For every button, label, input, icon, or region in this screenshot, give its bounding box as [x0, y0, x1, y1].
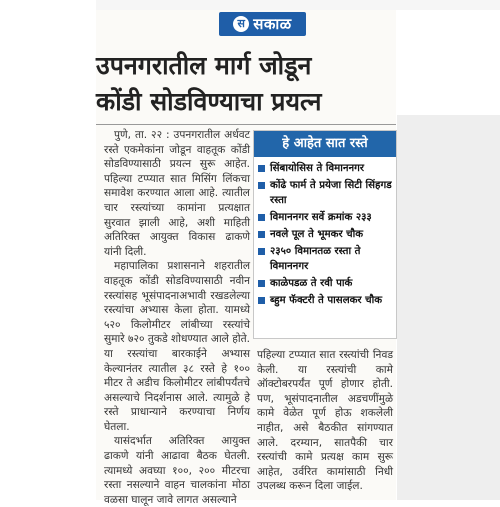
- road-item: [258, 227, 392, 242]
- masthead-logo: [219, 12, 306, 36]
- square-bullet-icon: [258, 182, 265, 189]
- headline-line1: उपनगरातील मार्ग जोडून: [96, 51, 312, 80]
- road-item-label: सिंबायोसिस ते विमाननगर: [270, 163, 365, 174]
- road-item-label: नवले पूल ते भूमकर चौक: [270, 229, 364, 240]
- headline-line2: कोंडी सोडविण्याचा प्रयत्न: [96, 87, 322, 116]
- article-paragraph: यासंदर्भात अतिरिक्त आयुक्त ढाकणे यांनी आढावा बैठक घेतली. त्यामध्ये अवघ्या १००, २०० मीटरचा रस्ता नसल्याने वाहन चालकांना मोठा वळसा घालून जावे लागत असल्याने: [104, 435, 250, 506]
- square-bullet-icon: [258, 231, 265, 238]
- page-top-margin: [96, 0, 500, 10]
- road-item: [258, 178, 392, 208]
- masthead-mark-icon: स: [233, 16, 249, 32]
- square-bullet-icon: [258, 165, 265, 172]
- road-item: [258, 210, 392, 225]
- square-bullet-icon: [258, 280, 265, 287]
- seven-roads-box: [253, 130, 397, 339]
- road-item-label: ब्हुम फॅक्टरी ते पासलकर चौक: [270, 295, 383, 306]
- masthead-name: सकाळ: [253, 15, 292, 33]
- road-item-label: कोंढे फार्म ते प्रयेजा सिटी सिंहगड रस्ता: [270, 180, 392, 206]
- road-item-label: काळेपडळ ते रवी पार्क: [270, 278, 353, 289]
- headline-divider: [96, 124, 396, 125]
- seven-roads-list: [254, 161, 396, 308]
- road-item: [258, 244, 392, 274]
- article-paragraph: महापालिका प्रशासनाने शहरातील वाहतूक कोंडी सोडविण्यासाठी नवीन रस्त्यांसह भूसंपादनाअभावी रखडलेल्या रस्त्यांचा अभ्यास केला होता. यामध्ये ५२० किलोमीटर लांबीच्या रस्त्यांचे सुमारे ७२० तुकडे शोधण्यात आले होते. या रस्त्यांचा बारकाईने अभ्यास केल्यानंतर त्यातील ३८ रस्ते हे १०० मीटर ते अडीच किलोमीटर लांबीपर्यंतचे असल्याचे निदर्शनास आले. त्यामुळे हे रस्ते प्राधान्याने करण्याचा निर्णय घेतला.: [104, 260, 250, 433]
- article-paragraph: पुणे, ता. २२ : उपनगरातील अर्धवट रस्ते एकमेकांना जोडून वाहतूक कोंडी सोडविण्यासाठी प्रयत्न सुरू आहेत. पहिल्या टप्प्यात सात मिसिंग लिंकचा समावेश करण्यात आला आहे. त्यातील चार रस्त्यांच्या कामांना प्रत्यक्षात सुरवात झाली आहे, अशी माहिती अतिरिक्त आयुक्त विकास ढाकणे यांनी दिली.: [104, 129, 250, 258]
- road-item: [258, 293, 392, 308]
- article-right-column: [257, 348, 393, 498]
- road-item-label: २३५० विमानतळ रस्ता ते विमाननगर: [270, 246, 361, 272]
- road-item: [258, 161, 392, 176]
- square-bullet-icon: [258, 297, 265, 304]
- road-item-label: विमाननगर सर्वे क्रमांक २३३: [270, 212, 372, 223]
- seven-roads-title: हे आहेत सात रस्ते: [254, 131, 396, 157]
- road-item: [258, 276, 392, 291]
- article-left-column: [104, 128, 250, 506]
- square-bullet-icon: [258, 214, 265, 221]
- article-paragraph: पहिल्या टप्प्यात सात रस्त्यांची निवड केली. या रस्त्यांची कामे ऑक्टोबरपर्यंत पूर्ण होणार होती. पण, भूसंपादनातील अडचणींमुळे कामे वेळेत पूर्ण होऊ शकलेली नाहीत, असे बैठकीत सांगण्यात आले. दरम्यान, सातपैकी चार रस्त्यांची कामे प्रत्यक्ष काम सुरू आहेत, उर्वरित कामांसाठी निधी उपलब्ध करून दिला जाईल.: [257, 349, 393, 493]
- square-bullet-icon: [258, 248, 265, 255]
- page-side-margin: [397, 115, 500, 500]
